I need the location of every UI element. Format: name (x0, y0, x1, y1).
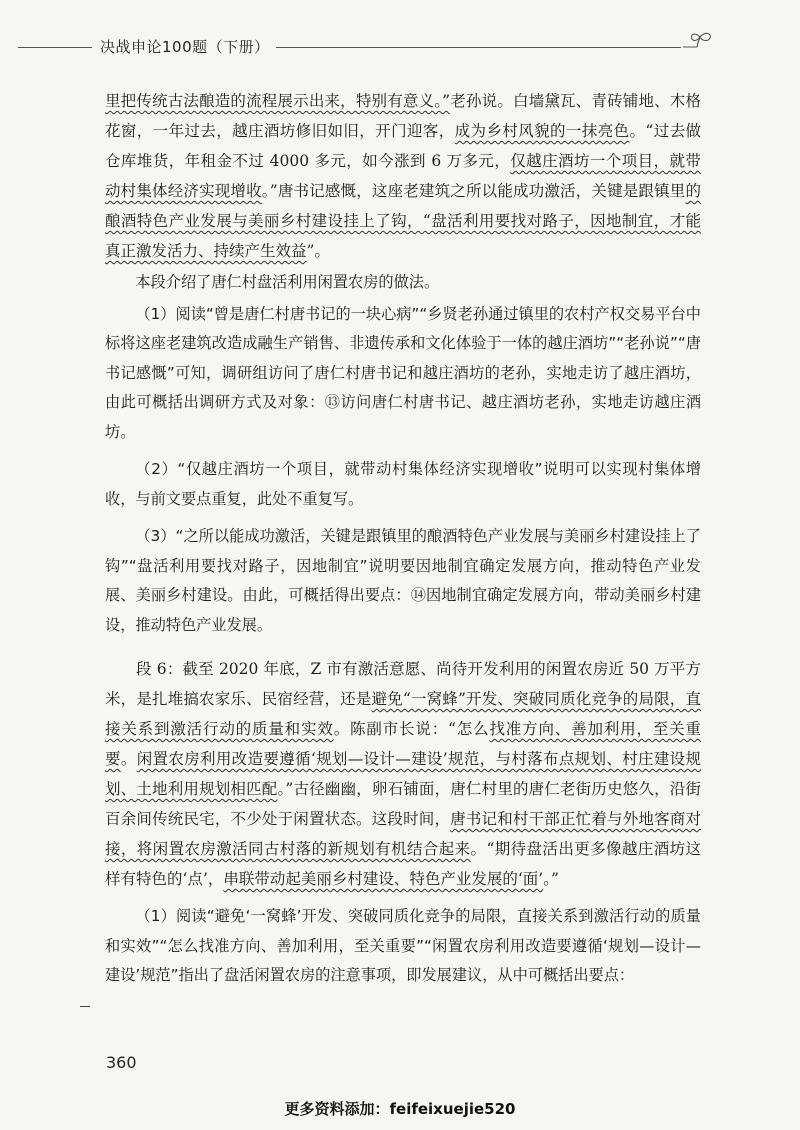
source-paragraph-continued (105, 86, 701, 266)
margin-mark (80, 1006, 90, 1007)
analysis-item-1: （1）阅读“曾是唐仁村唐书记的一块心病”“乡贤老孙通过镇里的农村产权交易平台中标将这座老建筑改造成融生产销售、非遗传承和文化体验于一体的越庄酒坊”“老孙说”“唐书记感慨”可知，调研组访问了唐仁村唐书记和越庄酒坊的老孙，实地走访了越庄酒坊，由此可概括出调研方式及对象：⑬访问唐仁村唐书记、越庄酒坊老孙，实地走访越庄酒坊。 (105, 304, 701, 441)
text-segment: 。” (543, 870, 559, 888)
underlined-phrase: 成为乡村风貌的一抹亮色 (454, 122, 630, 140)
text-segment: 。”唐书记感慨，这座老建筑之所以能成功激活，关键是跟镇里 (261, 182, 686, 200)
text-segment: 。“过去做仓库堆货，年租金不过 4000 多元，如今涨到 6 万多元， (105, 122, 701, 170)
header-rule-left (18, 47, 92, 48)
text-segment: 。”古径幽幽，卵石铺面，唐仁村里的唐仁老街历史悠久，沿街百余间传统民宅，不少处于闲置状态。这段时间， (105, 780, 701, 828)
footer-note: 更多资料添加：feifeixuejie520 (284, 1100, 516, 1118)
analysis-item-1-para6: （1）阅读“避免‘一窝蜂’开发、突破同质化竞争的局限，直接关系到激活行动的质量和实效”“怎么找准方向、善加利用，至关重要”“闲置农房利用改造要遵循‘规划—设计—建设’规范”指出了盘活闲置农房的注意事项，即发展建议，从中可概括出要点： (105, 907, 701, 984)
underlined-phrase: 避免“一窝蜂”开发、突破同质化竞争的局限，直接关系到激活行动的质量和实效 (105, 690, 701, 738)
sprout-icon (681, 30, 715, 60)
underlined-phrase: 找准方向、善加利用，至关重要 (105, 720, 701, 768)
analysis-summary: 本段介绍了唐仁村盘活利用闲置农房的做法。 (135, 273, 440, 291)
underlined-phrase: 串联带动起美丽乡村建设、特色产业发展的‘面’ (223, 870, 544, 888)
underlined-phrase: 里把传统古法酿造的流程展示出来，特别有意义。” (105, 92, 451, 110)
text-segment: 。“期待盘活出更多像越庄酒坊这样有特色的‘点’， (105, 840, 701, 888)
text-segment: 。陈副市长说：“怎么 (333, 720, 490, 738)
text-segment: ”。 (306, 242, 330, 260)
page-number: 360 (106, 1053, 137, 1072)
header-rule-right (276, 47, 681, 48)
page-content (105, 86, 701, 991)
text-segment: 。 (120, 750, 137, 768)
source-paragraph-6 (105, 654, 701, 894)
running-header (18, 36, 718, 60)
underlined-phrase: 的酿酒特色产业发展与美丽乡村建设挂上了钩，“盘活利用要找对路子，因地制宜，才能真正激发活力、持续产生效益 (105, 182, 701, 260)
book-title: 决战申论100题（下册） (100, 38, 270, 56)
analysis-item-2: （2）“仅越庄酒坊一个项目，就带动村集体经济实现增收”说明可以实现村集体增收，与前文要点重复，此处不重复写。 (105, 460, 701, 508)
underlined-phrase: 仅越庄酒坊一个项目，就带动村集体经济实现增收 (105, 152, 701, 200)
analysis-item-3: （3）“之所以能成功激活，关键是跟镇里的酿酒特色产业发展与美丽乡村建设挂上了钩”“盘活利用要找对路子，因地制宜”说明要因地制宜确定发展方向，推动特色产业发展、美丽乡村建设。由此，可概括得出要点：⑭因地制宜确定发展方向，带动美丽乡村建设，推动特色产业发展。 (105, 527, 701, 634)
underlined-phrase: 闲置农房利用改造要遵循‘规划—设计—建设’规范，与村落布点规划、村庄建设规划、土地利用规划相匹配 (105, 750, 701, 798)
underlined-phrase: 唐书记和村干部正忙着与外地客商对接，将闲置农房激活同古村落的新规划有机结合起来 (105, 810, 701, 858)
text-segment: 老孙说。白墙黛瓦、青砖铺地、木格花窗，一年过去，越庄酒坊修旧如旧，开门迎客， (105, 92, 701, 140)
text-segment: 段 6：截至 2020 年底，Z 市有激活意愿、尚待开发利用的闲置农房近 50 万平方米，是扎堆搞农家乐、民宿经营，还是 (105, 660, 701, 708)
